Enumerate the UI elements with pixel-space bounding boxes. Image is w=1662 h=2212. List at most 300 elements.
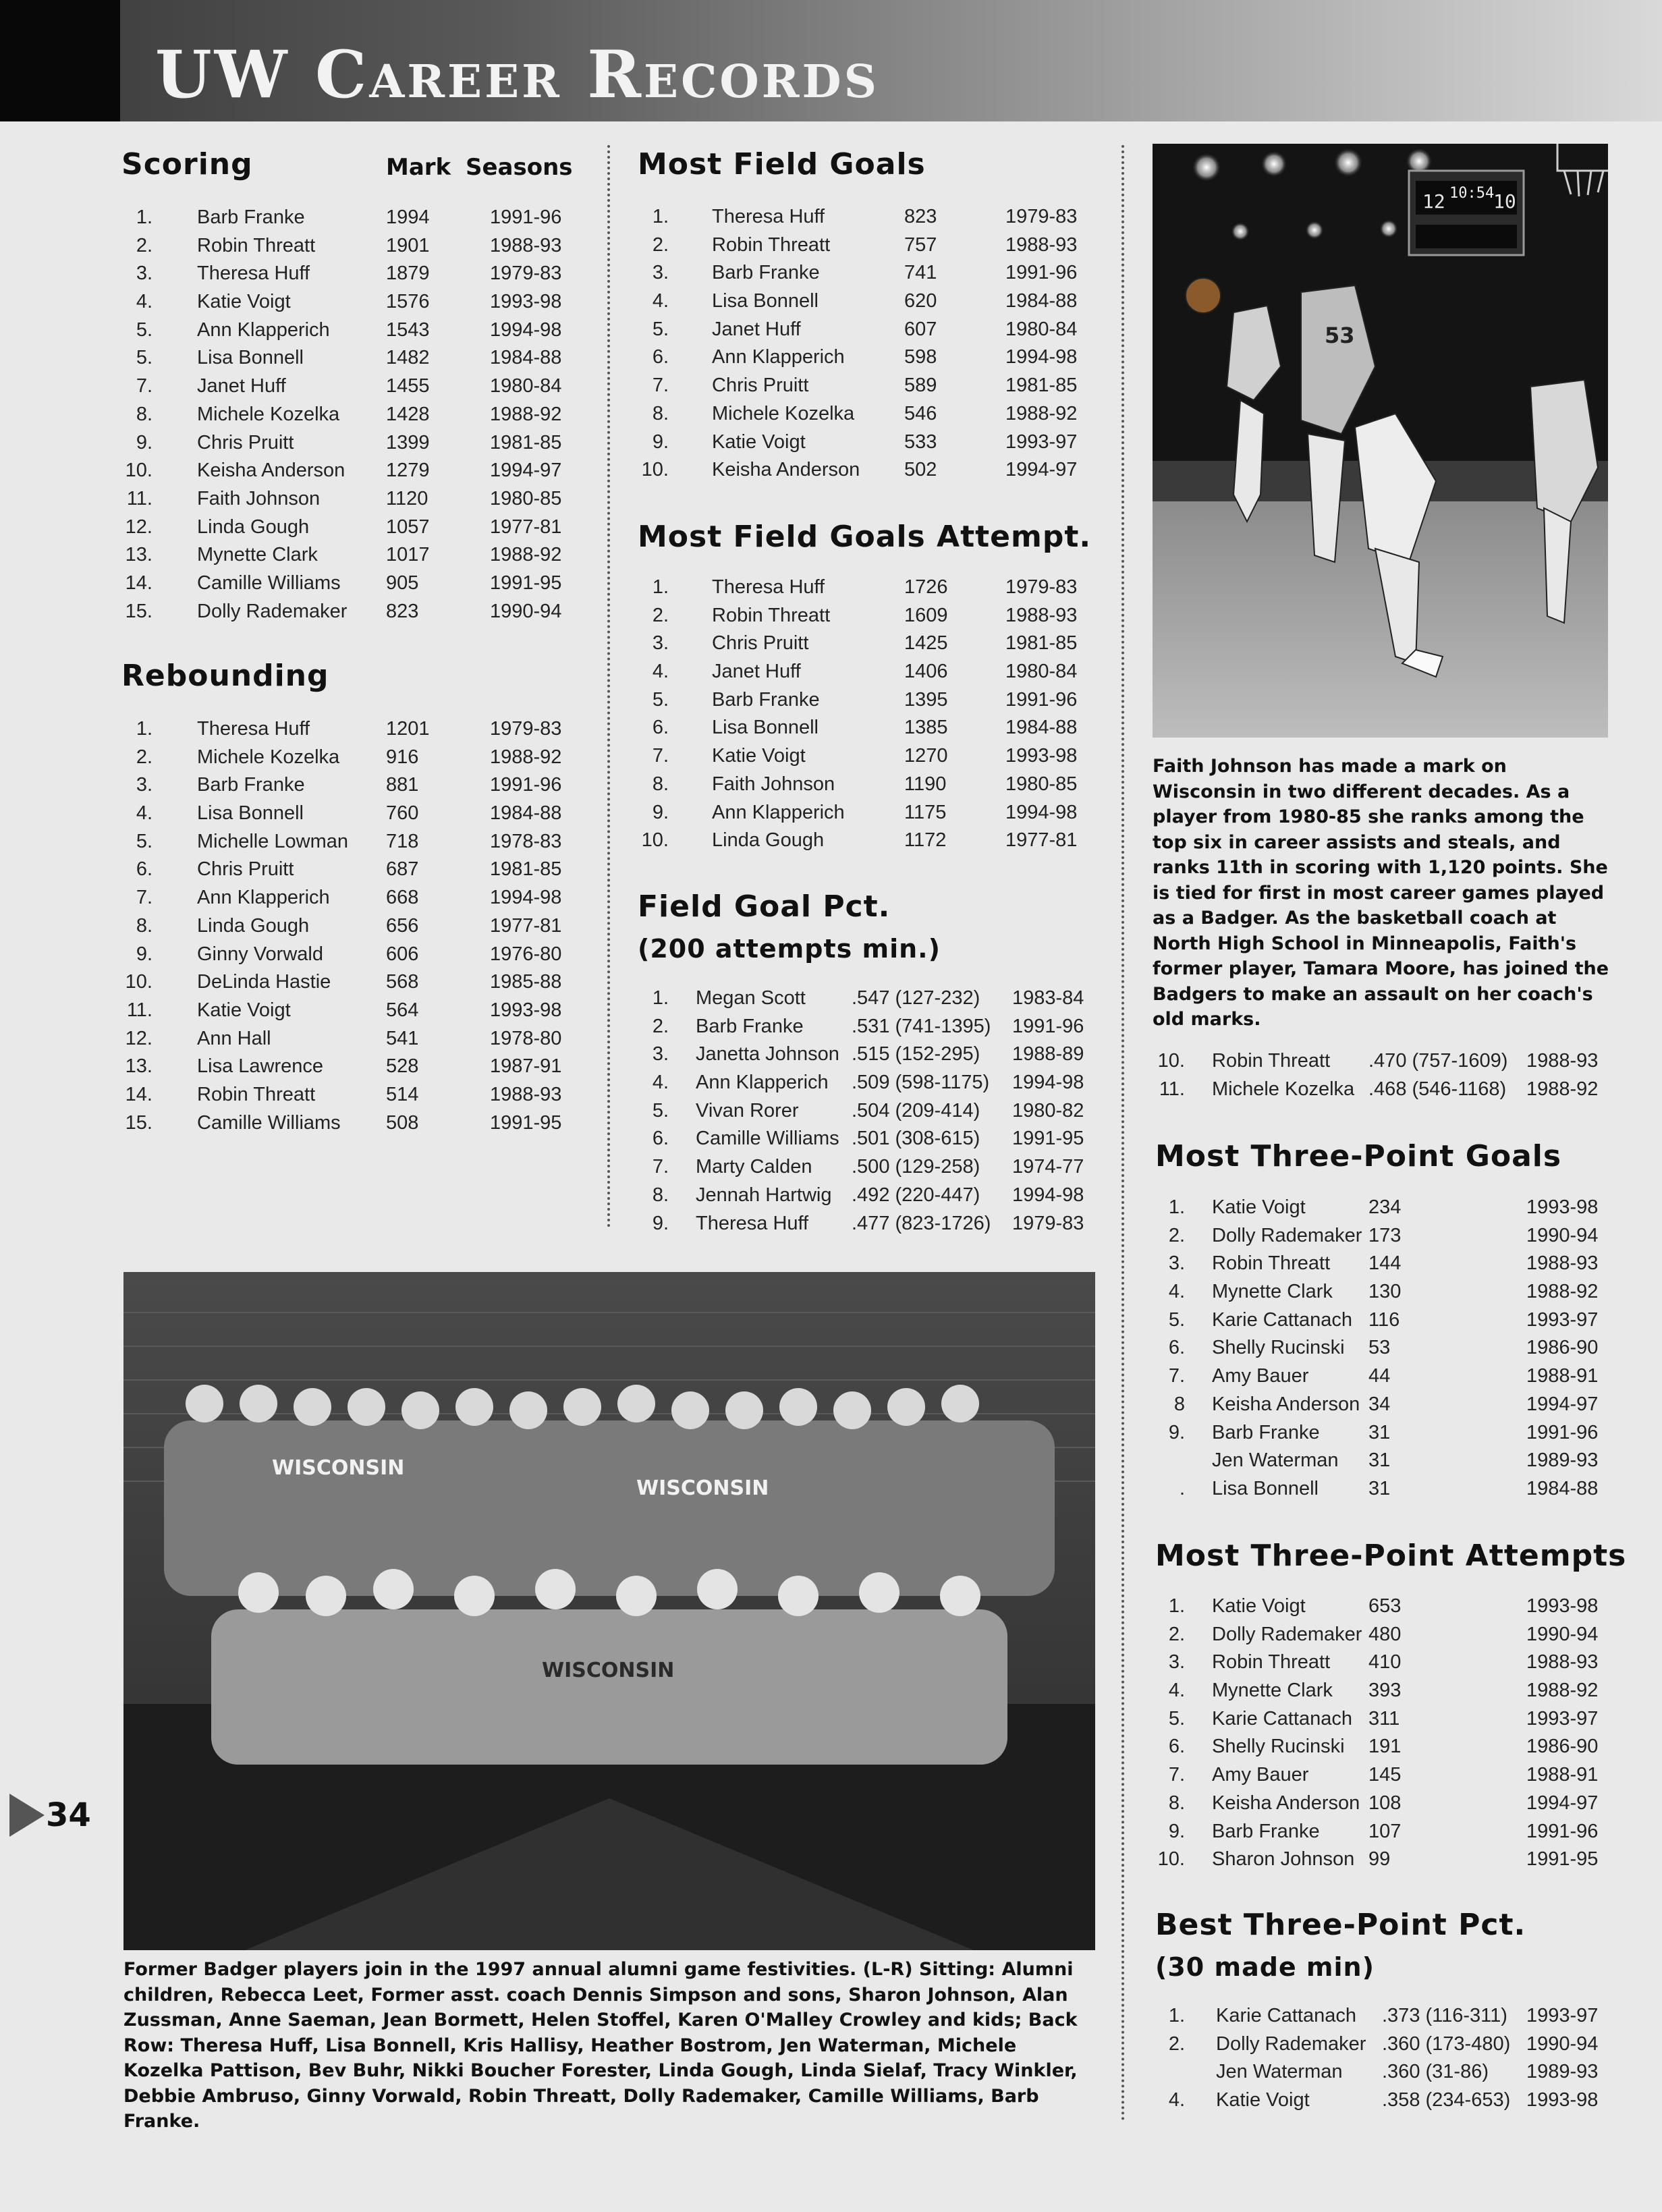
seasons: 1993-97	[1526, 2005, 1599, 2026]
player-name: Michele Kozelka	[712, 402, 855, 424]
player-name: Robin Threatt	[1212, 1050, 1331, 1072]
mark: 1576	[386, 291, 430, 313]
rank: 8.	[136, 403, 153, 425]
player-name: Janet Huff	[712, 661, 801, 683]
seasons: 1990-94	[1526, 1224, 1599, 1246]
mark: 34	[1368, 1393, 1391, 1415]
rank: 7.	[136, 887, 153, 909]
player-name: Theresa Huff	[712, 206, 825, 227]
player-name: Chris Pruitt	[197, 858, 294, 881]
player-name: Theresa Huff	[712, 576, 825, 598]
mark: .547 (127-232)	[852, 987, 980, 1009]
column-divider-right	[1121, 145, 1124, 2122]
rank: 7.	[1168, 1365, 1185, 1387]
player-name: Mynette Clark	[197, 544, 318, 566]
mark: 564	[386, 999, 419, 1021]
mark: 533	[904, 431, 937, 453]
three-goals-title: Most Three-Point Goals	[1155, 1139, 1562, 1173]
player-name: Theresa Huff	[197, 262, 310, 285]
rank: 5.	[1168, 1707, 1185, 1730]
mark: .470 (757-1609)	[1368, 1050, 1508, 1072]
mark: 1879	[386, 262, 430, 285]
player-name: Robin Threatt	[1212, 1651, 1331, 1674]
seasons: 1988-92	[1526, 1078, 1599, 1100]
mark: .468 (546-1168)	[1368, 1078, 1507, 1100]
rank: 2.	[652, 604, 669, 626]
rank: 4.	[652, 1072, 669, 1094]
player-name: Mynette Clark	[1212, 1281, 1333, 1303]
seasons: 1988-92	[1526, 1281, 1599, 1303]
seasons: 1984-88	[490, 802, 562, 825]
player-name: Robin Threatt	[712, 233, 831, 256]
seasons: 1991-95	[1012, 1128, 1084, 1150]
rank: 4.	[1168, 2089, 1185, 2111]
mark: 108	[1368, 1792, 1402, 1814]
rank: 4.	[1168, 1281, 1185, 1303]
mark: .492 (220-447)	[852, 1184, 980, 1206]
rank: 3.	[652, 1043, 669, 1066]
player-name: Dolly Rademaker	[1216, 2033, 1366, 2055]
mark: 1726	[904, 576, 948, 598]
rank: 15.	[125, 1111, 153, 1134]
player-name: Barb Franke	[1212, 1421, 1320, 1443]
mark: 145	[1368, 1764, 1402, 1786]
player-name: Keisha Anderson	[197, 460, 345, 482]
seasons: 1985-88	[490, 971, 562, 993]
rank: 14.	[125, 572, 153, 594]
mark: 541	[386, 1027, 419, 1049]
mark: 1120	[386, 487, 428, 509]
rank: 5.	[652, 318, 669, 340]
rank: 2.	[652, 233, 669, 256]
mark: .509 (598-1175)	[852, 1072, 990, 1094]
mark: 1201	[386, 718, 430, 740]
rank: 3.	[1168, 1252, 1185, 1275]
team-photo-svg	[123, 1272, 1095, 1950]
seasons: 1993-97	[1526, 1707, 1599, 1730]
seasons: 1988-93	[1526, 1252, 1599, 1275]
player-name: Dolly Rademaker	[197, 600, 348, 622]
mark: 653	[1368, 1595, 1402, 1617]
player-name: Megan Scott	[696, 987, 806, 1009]
seasons: 1994-98	[490, 319, 562, 341]
rank: 7.	[652, 745, 669, 767]
rank: 5.	[652, 1099, 669, 1122]
player-name: Sharon Johnson	[1212, 1848, 1355, 1871]
seasons: 1988-91	[1526, 1764, 1599, 1786]
mark: 1609	[904, 604, 948, 626]
seasons: 1980-84	[1005, 318, 1078, 340]
seasons: 1989-93	[1526, 1449, 1599, 1472]
scoring-title: Scoring	[121, 147, 253, 182]
seasons: 1994-97	[1005, 459, 1078, 481]
seasons: 1979-83	[490, 262, 562, 285]
scoreboard-right-score: 10	[1493, 190, 1516, 213]
player-name: Barb Franke	[197, 774, 305, 796]
rank: 6.	[1168, 1736, 1185, 1758]
seasons: 1991-96	[1526, 1421, 1599, 1443]
mark: 1543	[386, 319, 430, 341]
seasons: 1994-98	[490, 887, 562, 909]
rank: 10.	[641, 459, 669, 481]
rank: 6.	[652, 1128, 669, 1150]
mark: .515 (152-295)	[852, 1043, 980, 1066]
three-pct-title: Best Three-Point Pct.	[1155, 1908, 1526, 1942]
seasons: 1984-88	[1005, 717, 1078, 739]
rank: 2.	[136, 234, 153, 256]
rank: 9.	[652, 431, 669, 453]
mark: .360 (173-480)	[1382, 2033, 1511, 2055]
player-name: Katie Voigt	[712, 745, 806, 767]
rank: 8.	[652, 773, 669, 795]
seasons: 1991-96	[1526, 1820, 1599, 1842]
mark: 905	[386, 572, 419, 594]
seasons: 1988-93	[1005, 233, 1078, 256]
seasons: 1988-93	[490, 1083, 562, 1105]
seasons: 1988-93	[1005, 604, 1078, 626]
rank: 12.	[125, 1027, 153, 1049]
rank: 5.	[136, 830, 153, 852]
rank: 8.	[652, 402, 669, 424]
player-name: Chris Pruitt	[712, 632, 809, 655]
rebounding-title: Rebounding	[121, 659, 329, 693]
seasons: 1977-81	[490, 516, 562, 538]
seasons: 1987-91	[490, 1055, 562, 1078]
rank: 6.	[136, 858, 153, 881]
rank: 2.	[1168, 1224, 1185, 1246]
player-name: Lisa Bonnell	[197, 802, 304, 825]
player-name: Lisa Bonnell	[197, 347, 304, 369]
player-name: Lisa Bonnell	[712, 717, 819, 739]
mark: 1425	[904, 632, 948, 655]
rank: 12.	[125, 516, 153, 538]
rank: 6.	[652, 717, 669, 739]
player-name: Katie Voigt	[1216, 2089, 1310, 2111]
seasons: 1988-93	[1526, 1651, 1599, 1674]
seasons: 1988-92	[1526, 1680, 1599, 1702]
player-name: Mynette Clark	[1212, 1680, 1333, 1702]
rank: 9.	[136, 943, 153, 965]
rank: 5.	[136, 347, 153, 369]
rank: 3.	[1168, 1651, 1185, 1674]
rank: 1.	[1168, 1595, 1185, 1617]
player-name: Lisa Bonnell	[1212, 1477, 1319, 1499]
seasons: 1991-96	[1005, 262, 1078, 284]
rank: 2.	[136, 746, 153, 768]
mark: 528	[386, 1055, 419, 1078]
seasons: 1991-96	[1012, 1015, 1084, 1037]
seasons: 1977-81	[1005, 829, 1078, 852]
fg-pct-subtitle: (200 attempts min.)	[638, 934, 941, 964]
rank: 4.	[652, 290, 669, 312]
rank: 2.	[1168, 1623, 1185, 1645]
seasons: 1984-88	[1005, 290, 1078, 312]
player-name: Michele Kozelka	[197, 403, 340, 425]
rank: 9.	[136, 431, 153, 453]
rank: 10.	[125, 460, 153, 482]
basketball	[1186, 278, 1221, 313]
seasons: 1991-96	[490, 206, 562, 228]
rank: 7.	[652, 375, 669, 397]
seasons: 1990-94	[1526, 2033, 1599, 2055]
scoreboard-clock: 10:54	[1449, 185, 1495, 202]
rank: 10.	[641, 829, 669, 852]
rank: 1.	[136, 206, 153, 228]
seasons: 1980-85	[490, 487, 562, 509]
team-photo-caption: Former Badger players join in the 1997 annual alumni game festivities. (L-R) Sitting: Alumni children, Rebecca Leet, Former asst. coach Dennis Simpson and sons, Sharon Johnson, Alan Zussman, Anne Saeman, Jean Bormett, Helen Stoffel, Karen O'Malley Crowley and kids; Back Row: Theresa Huff, Lisa Bonnell, Kris Hallisy, Heather Bostrom, Jen Waterman, Michele Kozelka Pattison, Bev Buhr, Nikki Boucher Forester, Linda Gough, Linda Sielaf, Tracy Winkler, Debbie Ambruso, Ginny Vorwald, Robin Threatt, Dolly Rademaker, Camille Williams, Barb Franke.	[123, 1959, 1078, 2132]
mark: 881	[386, 774, 419, 796]
player-name: Amy Bauer	[1212, 1764, 1309, 1786]
three-pct-subtitle: (30 made min)	[1155, 1952, 1375, 1982]
seasons: 1989-93	[1526, 2061, 1599, 2083]
mark: 1190	[904, 773, 947, 795]
player-name: Katie Voigt	[197, 291, 291, 313]
mark: 568	[386, 971, 419, 993]
page-number	[9, 1792, 91, 1839]
rank: 10.	[1157, 1848, 1185, 1871]
mark: 31	[1368, 1421, 1391, 1443]
rank: 11.	[126, 487, 153, 509]
seasons: 1984-88	[1526, 1477, 1599, 1499]
player-name: DeLinda Hastie	[197, 971, 331, 993]
mark: 823	[386, 600, 419, 622]
seasons: 1991-95	[1526, 1848, 1599, 1871]
rank: 14.	[125, 1083, 153, 1105]
field-goals-title: Most Field Goals	[638, 147, 926, 182]
player-name: Katie Voigt	[712, 431, 806, 453]
mark: 757	[904, 233, 937, 256]
player-name: Janet Huff	[197, 375, 286, 397]
mark: 620	[904, 290, 937, 312]
player-name: Barb Franke	[1212, 1820, 1320, 1842]
player-name: Robin Threatt	[197, 234, 316, 256]
rank: .	[1179, 1477, 1185, 1499]
mark: 1270	[904, 745, 948, 767]
seasons: 1978-80	[490, 1027, 562, 1049]
mark: 1901	[386, 234, 430, 256]
mark: 99	[1368, 1848, 1391, 1871]
player-name: Linda Gough	[712, 829, 825, 852]
mark: 107	[1368, 1820, 1402, 1842]
player-name: Theresa Huff	[197, 718, 310, 740]
player-name: Vivan Rorer	[696, 1099, 799, 1122]
player-name: Karie Cattanach	[1212, 1707, 1352, 1730]
mark: 130	[1368, 1281, 1402, 1303]
shirt-text-1: WISCONSIN	[272, 1456, 405, 1480]
seasons: 1988-91	[1526, 1365, 1599, 1387]
player-name: Robin Threatt	[1212, 1252, 1331, 1275]
rank: 6.	[1168, 1337, 1185, 1359]
scoreboard-left-score: 12	[1422, 190, 1445, 213]
seasons: 1994-98	[1005, 346, 1078, 368]
action-photo-caption: Faith Johnson has made a mark on Wisconsin in two different decades. As a player from 1980-85 she ranks among the top six in career assists and steals, and ranks 11th in scoring with 1,120 points. She is tied for first in most career games played as a Badger. As the basketball coach at North High School in Minneapolis, Faith's former player, Tamara Moore, has joined the Badgers to make an assault on her coach's old marks.	[1153, 756, 1609, 1030]
rank: 1.	[1168, 1196, 1185, 1218]
rank: 9.	[1168, 1820, 1185, 1842]
mark: 718	[386, 830, 419, 852]
rank: 9.	[652, 801, 669, 823]
seasons: 1991-96	[490, 774, 562, 796]
seasons: 1981-85	[1005, 375, 1078, 397]
player-name: Ann Klapperich	[712, 801, 845, 823]
mark: 144	[1368, 1252, 1402, 1275]
mark: 410	[1368, 1651, 1402, 1674]
player-name: Barb Franke	[712, 262, 820, 284]
rank: 8	[1173, 1393, 1185, 1415]
rank: 4.	[1168, 1680, 1185, 1702]
seasons: 1979-83	[1005, 206, 1078, 227]
mark: 1172	[904, 829, 947, 852]
rank: 1.	[652, 987, 669, 1009]
seasons: 1979-83	[490, 718, 562, 740]
page-arrow-icon	[9, 1794, 45, 1837]
seasons: 1990-94	[1526, 1623, 1599, 1645]
mark: 480	[1368, 1623, 1402, 1645]
mark: 1057	[386, 516, 430, 538]
player-name: Robin Threatt	[197, 1083, 316, 1105]
player-name: Shelly Rucinski	[1212, 1736, 1345, 1758]
seasons: 1981-85	[490, 431, 562, 453]
rank: 9.	[1168, 1421, 1185, 1443]
seasons: 1994-97	[490, 460, 562, 482]
rank: 2.	[1168, 2033, 1185, 2055]
player-name: Dolly Rademaker	[1212, 1623, 1362, 1645]
mark: .500 (129-258)	[852, 1156, 980, 1178]
rank: 15.	[125, 600, 153, 622]
seasons: 1988-92	[1005, 402, 1078, 424]
mark: 668	[386, 887, 419, 909]
seasons: 1993-98	[1526, 1595, 1599, 1617]
player-name: Marty Calden	[696, 1156, 812, 1178]
seasons: 1974-77	[1012, 1156, 1084, 1178]
seasons: 1981-85	[1005, 632, 1078, 655]
seasons: 1988-92	[490, 746, 562, 768]
rank: 10.	[125, 971, 153, 993]
seasons: 1988-92	[490, 544, 562, 566]
mark: 1428	[386, 403, 430, 425]
rank: 3.	[136, 774, 153, 796]
rank: 8.	[652, 1184, 669, 1206]
seasons: 1991-95	[490, 1111, 562, 1134]
player-jersey-number: 53	[1325, 323, 1355, 348]
rank: 3.	[652, 632, 669, 655]
header-block	[0, 0, 120, 121]
player-name: Katie Voigt	[197, 999, 291, 1021]
seasons: 1986-90	[1526, 1736, 1599, 1758]
rank: 3.	[652, 262, 669, 284]
mark: 31	[1368, 1477, 1391, 1499]
shirt-text-3: WISCONSIN	[542, 1659, 675, 1682]
mark: 607	[904, 318, 937, 340]
rank: 7.	[1168, 1764, 1185, 1786]
player-name: Keisha Anderson	[1212, 1792, 1360, 1814]
player-name: Michele Kozelka	[1212, 1078, 1355, 1100]
seasons: 1976-80	[490, 943, 562, 965]
mark: 1994	[386, 206, 430, 228]
mark: 44	[1368, 1365, 1391, 1387]
mark: 687	[386, 858, 419, 881]
mark: 760	[386, 802, 419, 825]
player-name: Katie Voigt	[1212, 1196, 1306, 1218]
scoreboard	[1409, 171, 1524, 255]
rank: 4.	[136, 291, 153, 313]
player-name: Jen Waterman	[1216, 2061, 1343, 2083]
rank: 8.	[136, 914, 153, 937]
rank: 8.	[1168, 1792, 1185, 1814]
seasons: 1980-82	[1012, 1099, 1084, 1122]
player-name: Ann Klapperich	[696, 1072, 829, 1094]
mark: 514	[386, 1083, 419, 1105]
mark: 546	[904, 402, 937, 424]
mark: .504 (209-414)	[852, 1099, 980, 1122]
mark: .360 (31-86)	[1382, 2061, 1489, 2083]
mark: 508	[386, 1111, 419, 1134]
player-name: Barb Franke	[712, 688, 820, 711]
rank: 5.	[1168, 1308, 1185, 1331]
action-photo-svg	[1153, 144, 1608, 738]
mark: 1399	[386, 431, 430, 453]
mark: 656	[386, 914, 419, 937]
player-name: Shelly Rucinski	[1212, 1337, 1345, 1359]
seasons: 1978-83	[490, 830, 562, 852]
mark: 31	[1368, 1449, 1391, 1472]
mark: 53	[1368, 1337, 1391, 1359]
mark: 1017	[386, 544, 430, 566]
rank: 2.	[652, 1015, 669, 1037]
player-name: Robin Threatt	[712, 604, 831, 626]
rank: 13.	[125, 544, 153, 566]
mark: .358 (234-653)	[1382, 2089, 1511, 2111]
rank: 10.	[1157, 1050, 1185, 1072]
three-attempts-title: Most Three-Point Attempts	[1155, 1539, 1627, 1573]
seasons: 1993-98	[490, 999, 562, 1021]
mark: .501 (308-615)	[852, 1128, 980, 1150]
player-name: Camille Williams	[696, 1128, 839, 1150]
seasons: 1980-84	[490, 375, 562, 397]
player-name: Barb Franke	[696, 1015, 804, 1037]
player-name: Ann Klapperich	[197, 319, 330, 341]
seasons: 1994-97	[1526, 1393, 1599, 1415]
rank: 7.	[136, 375, 153, 397]
player-name: Karie Cattanach	[1212, 1308, 1352, 1331]
mark: 234	[1368, 1196, 1402, 1218]
player-name: Ann Hall	[197, 1027, 271, 1049]
mark: 606	[386, 943, 419, 965]
rank: 13.	[125, 1055, 153, 1078]
seasons: 1986-90	[1526, 1337, 1599, 1359]
seasons: 1993-98	[1526, 2089, 1599, 2111]
mark: 191	[1368, 1736, 1402, 1758]
seasons: 1993-97	[1005, 431, 1078, 453]
page-number-text: 34	[46, 1796, 91, 1834]
action-photo	[1153, 144, 1608, 738]
seasons: 1993-98	[490, 291, 562, 313]
rank: 1.	[136, 718, 153, 740]
seasons: 1984-88	[490, 347, 562, 369]
seasons: 1993-98	[1005, 745, 1078, 767]
rank: 4.	[652, 661, 669, 683]
mark: 1406	[904, 661, 948, 683]
player-name: Faith Johnson	[197, 487, 321, 509]
player-name: Theresa Huff	[696, 1212, 809, 1234]
page-title: UW Career Records	[155, 36, 879, 113]
mark: 823	[904, 206, 937, 227]
seasons: 1988-89	[1012, 1043, 1084, 1066]
player-name: Janet Huff	[712, 318, 801, 340]
player-name: Amy Bauer	[1212, 1365, 1309, 1387]
mark: 116	[1368, 1308, 1400, 1331]
seasons: 1980-84	[1005, 661, 1078, 683]
player-name: Ginny Vorwald	[197, 943, 323, 965]
